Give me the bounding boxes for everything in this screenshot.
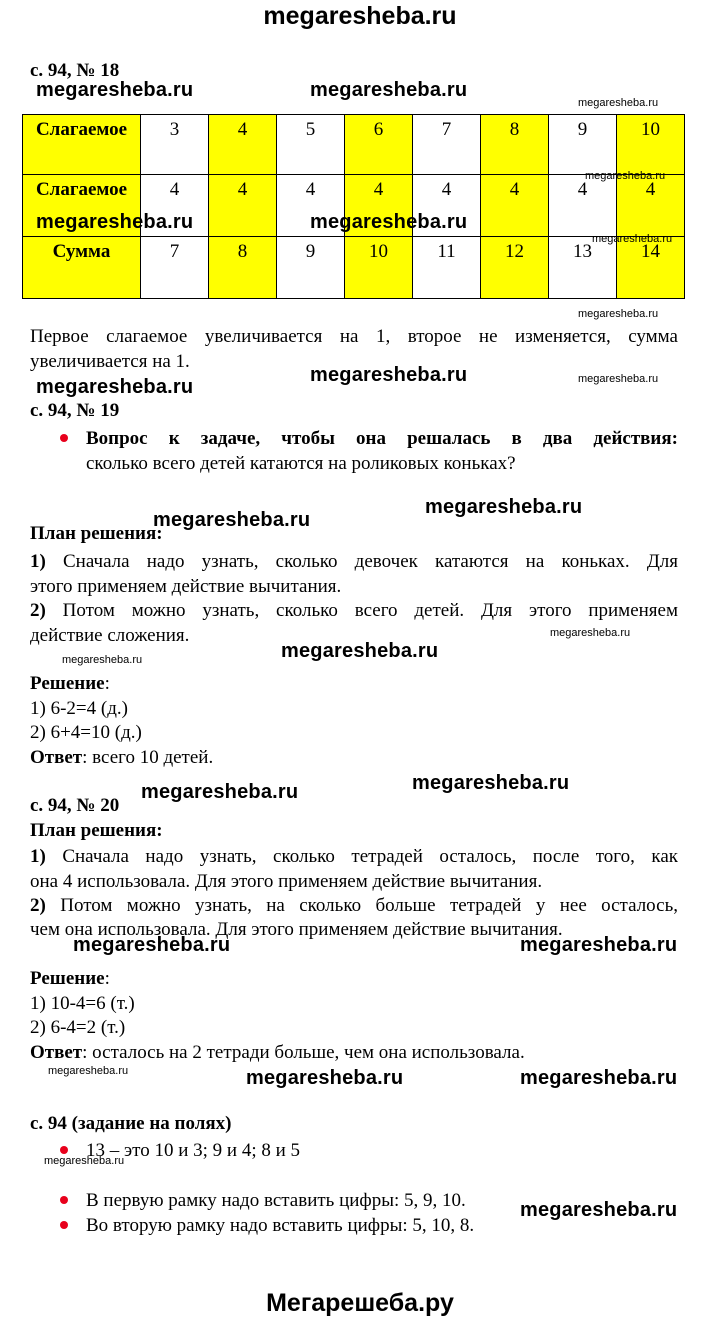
table-cell: 4 xyxy=(617,175,685,237)
watermark-large: megaresheba.ru xyxy=(73,934,231,956)
watermark-small: megaresheba.ru xyxy=(578,373,659,385)
table-cell: 10 xyxy=(617,115,685,175)
watermark-large: megaresheba.ru xyxy=(246,1067,404,1089)
solution-label-bold: Решение xyxy=(30,673,105,694)
watermark-large: megaresheba.ru xyxy=(310,211,468,233)
section-19-step1-line1 xyxy=(30,549,678,574)
margin-task-bullet1: 13 – это 10 и 3; 9 и 4; 8 и 5 xyxy=(86,1140,301,1161)
section-19-title: с. 94, № 19 xyxy=(30,400,120,421)
section-20-title: с. 94, № 20 xyxy=(30,795,120,816)
table-cell: 6 xyxy=(345,115,413,175)
table-cell: 9 xyxy=(277,237,345,299)
table-cell: 10 xyxy=(345,237,413,299)
watermark-large: megaresheba.ru xyxy=(281,640,439,662)
watermark-large: megaresheba.ru xyxy=(520,1199,678,1221)
table-cell: 7 xyxy=(413,115,481,175)
section-20-solution-label xyxy=(30,966,110,991)
watermark-small: megaresheba.ru xyxy=(585,170,666,182)
section-20-answer xyxy=(30,1040,525,1065)
table-cell: 8 xyxy=(209,237,277,299)
watermark-large: megaresheba.ru xyxy=(141,781,299,803)
section-18-conclusion-line2: увеличивается на 1. xyxy=(30,351,190,372)
table-cell: 4 xyxy=(141,175,209,237)
watermark-large: megaresheba.ru xyxy=(153,509,311,531)
section-20-calc2: 2) 6-4=2 (т.) xyxy=(30,1017,126,1038)
watermark-small: megaresheba.ru xyxy=(578,308,659,320)
margin-task-title: с. 94 (задание на полях) xyxy=(30,1113,232,1134)
table-cell: 13 xyxy=(549,237,617,299)
section-20-calc1: 1) 10-4=6 (т.) xyxy=(30,993,135,1014)
table-cell: 11 xyxy=(413,237,481,299)
step-text: Потом можно узнать, сколько всего детей. Для этого применяем xyxy=(62,600,679,621)
section-20-step2-line1 xyxy=(30,893,678,918)
table-cell: 8 xyxy=(481,115,549,175)
section-19-step2-line1 xyxy=(30,598,678,623)
bullet-icon xyxy=(60,1146,68,1154)
solution-colon: : xyxy=(104,673,110,694)
step-text: Сначала надо узнать, сколько девочек катаются на коньках. Для xyxy=(63,551,679,572)
table-cell: 4 xyxy=(345,175,413,237)
watermark-large: megaresheba.ru xyxy=(425,496,583,518)
section-20-step2-line2: чем она использовала. Для этого применяем действие вычитания. xyxy=(30,919,563,940)
table-cell: 4 xyxy=(209,115,277,175)
site-header-title: megaresheba.ru xyxy=(263,2,457,30)
watermark-small: megaresheba.ru xyxy=(44,1155,125,1167)
step-number: 2) xyxy=(30,895,46,916)
section-19-calc1: 1) 6-2=4 (д.) xyxy=(30,698,128,719)
table-cell: 4 xyxy=(209,175,277,237)
section-20-step1-line1 xyxy=(30,844,678,869)
bullet-icon xyxy=(60,1196,68,1204)
watermark-large: megaresheba.ru xyxy=(310,364,468,386)
watermark-small: megaresheba.ru xyxy=(550,627,631,639)
section-18-conclusion-line1: Первое слагаемое увеличивается на 1, второе не изменяется, сумма xyxy=(30,326,678,347)
table-cell: 5 xyxy=(277,115,345,175)
watermark-large: megaresheba.ru xyxy=(36,211,194,233)
solution-colon: : xyxy=(104,968,110,989)
section-19-step2-line2: действие сложения. xyxy=(30,625,190,646)
answer-label-bold: Ответ xyxy=(30,747,83,768)
section-19-question-bold: Вопрос к задаче, чтобы она решалась в два действия: xyxy=(86,428,678,449)
bullet-icon xyxy=(60,434,68,442)
table-cell: 3 xyxy=(141,115,209,175)
section-18-title: с. 94, № 18 xyxy=(30,60,120,81)
watermark-large: megaresheba.ru xyxy=(412,772,570,794)
site-footer-title: Мегарешеба.ру xyxy=(266,1289,454,1317)
watermark-small: megaresheba.ru xyxy=(62,654,143,666)
answer-text: : осталось на 2 тетради больше, чем она использовала. xyxy=(82,1042,525,1063)
row-label: Слагаемое xyxy=(23,175,141,237)
watermark-large: megaresheba.ru xyxy=(36,79,194,101)
answer-label-bold: Ответ xyxy=(30,1042,83,1063)
table-cell: 4 xyxy=(413,175,481,237)
table-cell: 12 xyxy=(481,237,549,299)
table-cell: 4 xyxy=(549,175,617,237)
table-cell: 9 xyxy=(549,115,617,175)
table-row xyxy=(23,237,685,299)
step-number: 1) xyxy=(30,846,46,867)
margin-task-bullet2: В первую рамку надо вставить цифры: 5, 9, 10. xyxy=(86,1190,466,1211)
section-19-step1-line2: этого применяем действие вычитания. xyxy=(30,576,342,597)
step-text: Сначала надо узнать, сколько тетрадей осталось, после того, как xyxy=(62,846,678,867)
section-20-step1-line2: она 4 использовала. Для этого применяем действие вычитания. xyxy=(30,871,543,892)
watermark-small: megaresheba.ru xyxy=(592,233,673,245)
step-text: Потом можно узнать, на сколько больше тетрадей у нее осталось, xyxy=(60,895,678,916)
section-19-solution-label xyxy=(30,671,110,696)
solution-label-bold: Решение xyxy=(30,968,105,989)
table-cell: 4 xyxy=(481,175,549,237)
table-row xyxy=(23,115,685,175)
row-label: Сумма xyxy=(23,237,141,299)
watermark-large: megaresheba.ru xyxy=(36,376,194,398)
section-19-question-text: сколько всего детей катаются на роликовых коньках? xyxy=(86,453,516,474)
table-cell: 4 xyxy=(277,175,345,237)
bullet-icon xyxy=(60,1221,68,1229)
answer-text: : всего 10 детей. xyxy=(82,747,214,768)
section-20-plan-title: План решения: xyxy=(30,820,163,841)
step-number: 1) xyxy=(30,551,46,572)
addition-table xyxy=(22,114,685,299)
table-cell: 7 xyxy=(141,237,209,299)
section-19-plan-title: План решения: xyxy=(30,523,163,544)
watermark-small: megaresheba.ru xyxy=(48,1065,129,1077)
margin-task-bullet3: Во вторую рамку надо вставить цифры: 5, 10, 8. xyxy=(86,1215,475,1236)
watermark-large: megaresheba.ru xyxy=(310,79,468,101)
table-cell: 14 xyxy=(617,237,685,299)
row-label: Слагаемое xyxy=(23,115,141,175)
step-number: 2) xyxy=(30,600,46,621)
section-19-answer xyxy=(30,745,213,770)
section-19-calc2: 2) 6+4=10 (д.) xyxy=(30,722,142,743)
watermark-large: megaresheba.ru xyxy=(520,934,678,956)
watermark-large: megaresheba.ru xyxy=(520,1067,678,1089)
watermark-small: megaresheba.ru xyxy=(578,97,659,109)
